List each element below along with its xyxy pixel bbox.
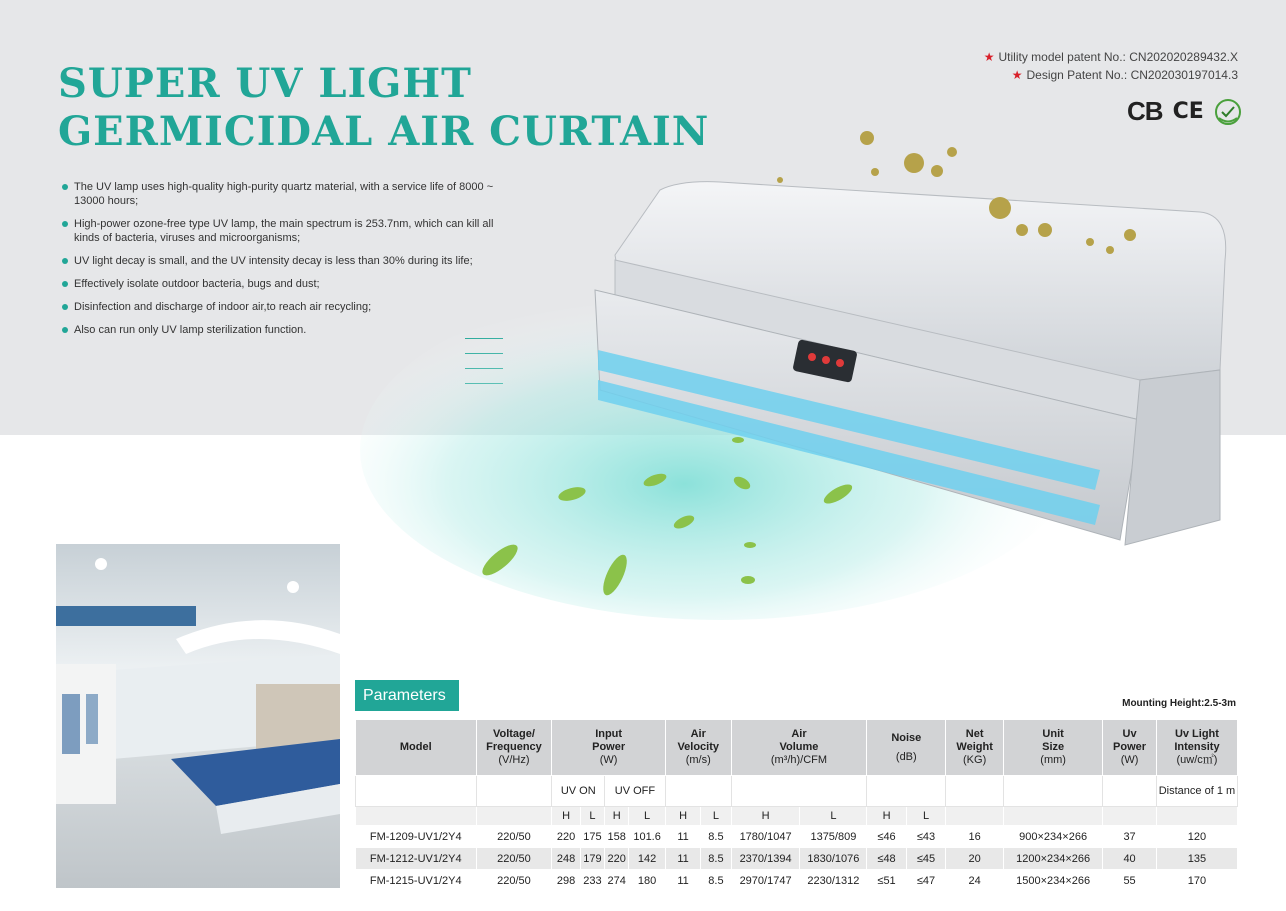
l-label: L: [701, 807, 731, 826]
cell-intensity: 170: [1156, 870, 1237, 892]
cell-model: FM-1212-UV1/2Y4: [356, 848, 477, 870]
cell-vol-h: 1780/1047: [731, 826, 800, 848]
cell-size: 900×234×266: [1004, 826, 1103, 848]
cell-on-l: 233: [580, 870, 604, 892]
h-label: H: [605, 807, 629, 826]
feature-item: UV light decay is small, and the UV intensity decay is less than 30% during its life;: [62, 254, 512, 268]
cell-on-l: 179: [580, 848, 604, 870]
star-icon: ★: [1011, 68, 1023, 82]
cell-noise-l: ≤47: [906, 870, 945, 892]
ce-logo: CE: [1172, 99, 1204, 124]
l-label: L: [580, 807, 604, 826]
cell-off-h: 220: [605, 848, 629, 870]
cell-vol-l: 1375/809: [800, 826, 867, 848]
cell-off-h: 158: [605, 826, 629, 848]
patents-block: [984, 48, 1238, 84]
cell-voltage: 220/50: [476, 826, 552, 848]
patent-design: [984, 66, 1238, 84]
cell-on-l: 175: [580, 826, 604, 848]
cell-noise-l: ≤45: [906, 848, 945, 870]
parameters-label: Parameters: [355, 680, 459, 711]
mounting-height: Mounting Height:2.5-3m: [1122, 698, 1236, 709]
l-label: L: [629, 807, 665, 826]
header-net-weight: Net Weight (KG): [946, 720, 1004, 776]
header-model: Model: [356, 720, 477, 776]
cell-voltage: 220/50: [476, 848, 552, 870]
cell-model: FM-1209-UV1/2Y4: [356, 826, 477, 848]
cell-uv-power: 40: [1103, 848, 1157, 870]
uv-off-label: UV OFF: [605, 776, 666, 807]
distance-label: Distance of 1 m: [1156, 776, 1237, 807]
h-label: H: [731, 807, 800, 826]
cell-vel-l: 8.5: [701, 826, 731, 848]
air-curtain-product-image: [340, 120, 1286, 640]
header-unit-size: Unit Size (mm): [1004, 720, 1103, 776]
cell-weight: 16: [946, 826, 1004, 848]
h-label: H: [665, 807, 700, 826]
l-label: L: [800, 807, 867, 826]
title-line-1: SUPER UV LIGHT: [58, 60, 472, 107]
table-row: [356, 870, 1238, 892]
feature-item: Also can run only UV lamp sterilization function.: [62, 323, 512, 337]
cell-vol-h: 2370/1394: [731, 848, 800, 870]
cell-uv-power: 55: [1103, 870, 1157, 892]
uv-on-label: UV ON: [552, 776, 605, 807]
cell-noise-h: ≤48: [867, 848, 906, 870]
cell-vel-l: 8.5: [701, 848, 731, 870]
cell-on-h: 298: [552, 870, 580, 892]
cell-weight: 20: [946, 848, 1004, 870]
cell-uv-power: 37: [1103, 826, 1157, 848]
feature-item: Disinfection and discharge of indoor air,to reach air recycling;: [62, 300, 512, 314]
hospital-corridor-photo: [56, 544, 340, 888]
cell-off-l: 101.6: [629, 826, 665, 848]
title-line-2: GERMICIDAL AIR CURTAIN: [58, 108, 710, 155]
patent-value: CN202020289432.X: [1129, 50, 1238, 64]
header-noise: Noise (dB): [867, 720, 946, 776]
cell-vel-l: 8.5: [701, 870, 731, 892]
l-label: L: [906, 807, 945, 826]
patent-utility: [984, 48, 1238, 66]
hl-row: [356, 807, 1238, 826]
cell-on-h: 220: [552, 826, 580, 848]
header-input-power: Input Power (W): [552, 720, 665, 776]
cell-vel-h: 11: [665, 870, 700, 892]
cell-vel-h: 11: [665, 848, 700, 870]
cb-logo: CB: [1127, 96, 1163, 126]
table-header-row: [356, 720, 1238, 776]
feature-item: Effectively isolate outdoor bacteria, bugs and dust;: [62, 277, 512, 291]
table-row: [356, 848, 1238, 870]
header-voltage: Voltage/ Frequency (V/Hz): [476, 720, 552, 776]
patent-value: CN202030197014.3: [1130, 68, 1238, 82]
feature-item: The UV lamp uses high-quality high-purity quartz material, with a service life of 8000 ~ 13000 hours;: [62, 180, 512, 208]
cell-on-h: 248: [552, 848, 580, 870]
cell-weight: 24: [946, 870, 1004, 892]
cell-off-l: 142: [629, 848, 665, 870]
star-icon: ★: [983, 50, 995, 64]
header-uv-power: Uv Power (W): [1103, 720, 1157, 776]
cell-size: 1500×234×266: [1004, 870, 1103, 892]
cell-noise-h: ≤46: [867, 826, 906, 848]
header-air-volume: Air Volume (m³/h)/CFM: [731, 720, 867, 776]
cell-voltage: 220/50: [476, 870, 552, 892]
cell-off-h: 274: [605, 870, 629, 892]
cell-size: 1200×234×266: [1004, 848, 1103, 870]
cell-model: FM-1215-UV1/2Y4: [356, 870, 477, 892]
table-row: [356, 826, 1238, 848]
cell-off-l: 180: [629, 870, 665, 892]
cell-noise-l: ≤43: [906, 826, 945, 848]
cell-vol-l: 2230/1312: [800, 870, 867, 892]
feature-item: High-power ozone-free type UV lamp, the main spectrum is 253.7nm, which can kill all kinds of bacteria, viruses and microorganisms;: [62, 217, 512, 245]
cell-vel-h: 11: [665, 826, 700, 848]
h-label: H: [867, 807, 906, 826]
cell-intensity: 135: [1156, 848, 1237, 870]
parameters-table: [355, 719, 1238, 892]
subheader-row: [356, 776, 1238, 807]
header-air-velocity: Air Velocity (m/s): [665, 720, 731, 776]
cell-intensity: 120: [1156, 826, 1237, 848]
cell-vol-h: 2970/1747: [731, 870, 800, 892]
header-uv-intensity: Uv Light Intensity (uw/c㎡): [1156, 720, 1237, 776]
cell-vol-l: 1830/1076: [800, 848, 867, 870]
patent-label: Design Patent No.:: [1026, 68, 1128, 82]
patent-label: Utility model patent No.:: [998, 50, 1126, 64]
cell-noise-h: ≤51: [867, 870, 906, 892]
h-label: H: [552, 807, 580, 826]
